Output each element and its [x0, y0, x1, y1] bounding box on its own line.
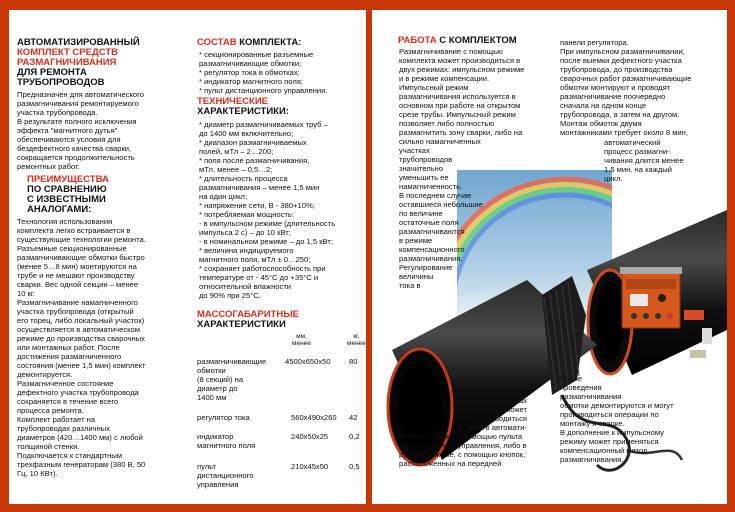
row-kg: 80 [349, 357, 358, 366]
col-header-kg: кг, менее [347, 333, 366, 347]
intro-text: Предназначен для автоматического размагничивания ремонтируемого участка трубопровода. В результате полного исключения эффекта "магнитного дутья" обеспечиваются условия для бездефектного качества сварки, сокращается продолжительность ремонтных работ. [17, 90, 144, 171]
mass-table [197, 333, 366, 493]
work-col2-mid: автоматический процесс размагни- чивания длится менее 1,5 мин. на каждый цикл. [604, 138, 684, 183]
advantages-text: Технология использования комплекта легко встраивается в существующие технологии ремонта. Разъемные секционированные размагничивающие обмотки быстро (менее 5…8 мин) монтируются на трубе и не мешают производству сварки. Вес одной секции – менее 10 кг. Размагничивание намагниченного участка трубопровода (открытый его торец, либо локальный участок) осуществляется в автоматическом режиме до производства сварочных или монтажных работ. После достижения размагниченного состояния (менее 1,5 мин) комплект демонтируется. Размагниченное состояние дефектного участка трубопровода сохраняется в течение всего процесса ремонта. Комплект работает на трубопроводах различных диаметров (420…1400 мм) с любой толщиной стенки. Подключается к стандартным трехфазным генераторам (380 В, 50 Гц, 10 КВт). [17, 217, 146, 478]
advantages-title: ПРЕИМУЩЕСТВА [27, 174, 109, 185]
right-page [372, 10, 727, 504]
row-name: пульт дистанционного управления [197, 462, 254, 489]
row-kg: 0,2 [349, 432, 360, 441]
main-title-line1: АВТОМАТИЗИРОВАННЫЙ [17, 37, 140, 48]
tech-title: ТЕХНИЧЕСКИЕ [197, 96, 268, 107]
composition-title: СОСТАВ КОМПЛЕКТА: [197, 37, 302, 48]
composition-list: * секционированные разъемные размагничивающие обмотки; * регулятор тока в обмотках; * индикатор магнитного поля; * пульт дистанционного управления. [199, 50, 328, 95]
work-col1-bottom-b: ческом режиме, с помощью пульта дистанционного управления, либо в ручном режиме, с помощью кнопок, расположенных на передней [399, 432, 527, 468]
row-name: индикатор магнитного поля [197, 432, 256, 450]
advantages-subtitle: ПО СРАВНЕНИЮ С ИЗВЕСТНЫМИ АНАЛОГАМИ: [27, 184, 107, 215]
table-row [197, 357, 363, 402]
tech-list: * диаметр размагничиваемых труб – до 1400 мм включительно; * диапазон размагничиваемых полей, мТл – 2…200; * поля после размагничивания, мТл, менее – 0,5…2; * длительность процесса размагничивания – менее 1,5 мин на один цикл; * напряжение сети, В - 380+10%; * потребляемая мощность: - в импульсном режиме (длительность импульса 2 с) – до 10 кВт; - в номинальном режиме – до 1,5 кВт; * величина индицируемого магнитного поля, мТл ± 0…250; * сохраняет работоспособность при температуре от - 45°С до +35°С и относительной влажности до 90% при 25°С. [199, 120, 336, 300]
mass-subtitle: ХАРАКТЕРИСТИКИ [197, 319, 286, 330]
row-dims: 560х490х260 [291, 413, 337, 422]
col-header-mm: мм, менее [292, 333, 311, 347]
work-col2-top: панели регулятора. При импульсном размагничивании, после выемки дефектного участка трубопровода, до производства сварочных работ размагничивающие обмотки монтируют и проводят размагничивание поочередно сначала на одном конце трубопровода, а затем на другом. Монтаж обмоток двумя монтажниками требует около 8 мин, [560, 38, 692, 137]
work-col1-bottom-a: обмотках может производиться либо в автомати- [466, 396, 527, 432]
row-dims: 240х50х25 [291, 432, 329, 441]
mass-title: МАССОГАБАРИТНЫЕ [197, 309, 299, 320]
main-title-line4: ДЛЯ РЕМОНТА ТРУБОПРОВОДОВ [17, 67, 105, 88]
row-dims: 210х45х50 [291, 462, 329, 471]
tech-subtitle: ХАРАКТЕРИСТИКИ: [197, 106, 289, 117]
work-title: РАБОТА С КОМПЛЕКТОМ [398, 35, 517, 46]
work-col1-top: Размагничивание с помощью комплекта может производиться в двух режимах: импульсном режиме и в режиме компенсации. Импульсный режим размагничивания используется в основном при работе на открытом срезе трубы. Импульсный режим позволяет либо полностью размагнитить зону сварки, либо на [399, 47, 525, 137]
left-page [9, 10, 366, 504]
row-name: размагничивающие обмотки (8 секций) на диаметр до 1400 мм [197, 357, 267, 402]
work-col1-mid: сильно намагниченных участках трубопроводов значительно уменьшить ее намагниченность. В последнем случае оставшиеся небольшие по величине остаточные поля размагничиваются в режиме компенсационного размагничивания. Регулирование величины тока в [399, 137, 483, 290]
row-kg: 0,5 [349, 462, 360, 471]
main-title-line3: РАЗМАГНИЧИВАНИЯ [17, 57, 117, 68]
main-title-line2: КОМПЛЕКТ СРЕДСТВ [17, 47, 118, 58]
work-col2-bottom: После проведения размагничивания обмотки демонтируются и могут производиться операции по монтажу и сварке. В дополнение к импульсному режиму может применяться компенсационный метод размагничивания. [560, 374, 674, 464]
row-dims: 4500х650х50 [285, 357, 331, 366]
table-row [197, 462, 363, 500]
row-name: регулятор тока [197, 413, 250, 422]
row-kg: 42 [349, 413, 358, 422]
